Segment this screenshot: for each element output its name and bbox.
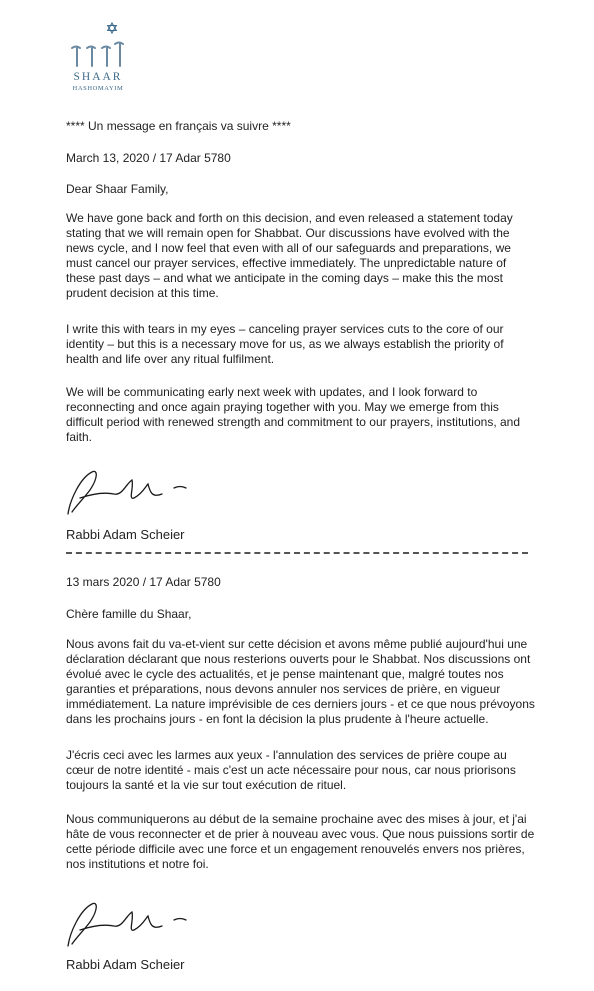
logo-wordmark: SHAAR — [73, 71, 123, 83]
french-paragraph-1: Nous avons fait du va-et-vient sur cette décision et avons même publié aujourd'hui une déclaration déclarant que nous resterions ouverts pour le Shabbat. Nos discussions ont évolué avec le cycle des actualités, et je pense maintenant que, malgré toutes nos garanties et préparations, nous devons annuler nos services de prière, en vigueur immédiatement. La nature imprévisible de ces derniers jours - et ce que nous prévoyons dans les prochains jours - en font la décision la plus prudente à l'heure actuelle. — [66, 637, 535, 726]
english-signature-name: Rabbi Adam Scheier — [66, 527, 185, 542]
logo-subtitle: HASHOMAYIM — [72, 85, 124, 92]
english-paragraph-3: We will be communicating early next week with updates, and I look forward to reconnecting and once again praying together with you. May we emerge from this difficult period with renewed strength and commitment to our prayers, institutions, and faith. — [66, 385, 521, 444]
english-greeting: Dear Shaar Family, — [66, 182, 169, 196]
signature-icon — [62, 896, 202, 952]
french-signature-name: Rabbi Adam Scheier — [66, 957, 185, 972]
french-paragraph-2: J'écris ceci avec les larmes aux yeux - l'annulation des services de prière coupe au cœur de notre identité - mais c'est un acte nécessaire pour nous, car nous priorisons toujours la santé et la vie sur tout exécution de rituel. — [66, 748, 516, 792]
french-date: 13 mars 2020 / 17 Adar 5780 — [66, 575, 221, 589]
french-notice: **** Un message en français va suivre **** — [66, 119, 291, 133]
shaar-hashomayim-logo — [66, 22, 132, 108]
english-paragraph-2: I write this with tears in my eyes – canceling prayer services cuts to the core of our identity – but this is a necessary move for us, as we always establish the priority of health and life over any ritual fulfilment. — [66, 322, 504, 366]
star-of-david-gates-icon — [66, 22, 132, 72]
section-divider — [66, 552, 528, 554]
english-paragraph-1: We have gone back and forth on this decision, and even released a statement today stating that we will remain open for Shabbat. Our discussions have evolved with the news cycle, and I now feel that even with all of our safeguards and preparations, we must cancel our prayer services, effective immediately. The unpredictable nature of these past days – and what we anticipate in the coming days – make this the most prudent decision at this time. — [66, 211, 513, 300]
french-greeting: Chère famille du Shaar, — [66, 607, 192, 621]
english-date: March 13, 2020 / 17 Adar 5780 — [66, 151, 231, 165]
french-paragraph-3: Nous communiquerons au début de la semaine prochaine avec des mises à jour, et j'ai hâte de vous reconnecter et de prier à nouveau avec vous. Que nous puissions sortir de cette période difficile avec une force et un engagement renouvelés envers nos prières, nos institutions et notre foi. — [66, 812, 535, 871]
signature-icon — [62, 464, 202, 520]
